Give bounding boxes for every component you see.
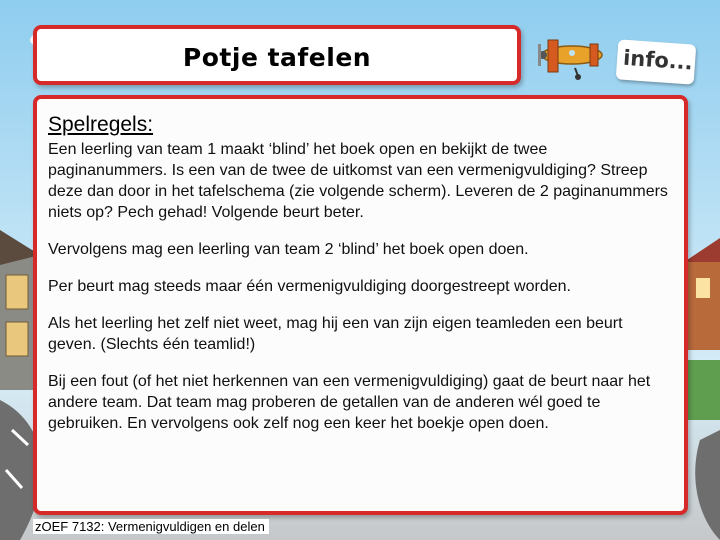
rule-paragraph: Bij een fout (of het niet herkennen van een vermenigvuldiging) gaat de beurt naar het andere team. Dat team mag proberen de getallen van de anderen wél goed te gebruiken. En vervolgens ook zelf nog een keer het boekje open doen.	[48, 373, 651, 432]
rule-paragraph: Per beurt mag steeds maar één vermenigvuldiging doorgestreept worden.	[48, 278, 571, 295]
rule-paragraph: Vervolgens mag een leerling van team 2 ‘blind’ het boek open doen.	[48, 241, 529, 258]
rules-heading: Spelregels:	[48, 113, 154, 136]
footer-caption: zOEF 7132: Vermenigvuldigen en delen	[33, 519, 269, 534]
title-panel	[33, 25, 521, 85]
airplane-illustration	[538, 40, 602, 80]
info-badge-label: info...	[622, 45, 694, 75]
page-title: Potje tafelen	[182, 43, 372, 72]
rules-content	[48, 113, 668, 434]
rule-paragraph: Een leerling van team 1 maakt ‘blind’ het boek open en bekijkt de twee paginanummers. Is een van de twee de uitkomst van een vermenigvuldiging? Streep deze dan door in het tafelschema (zie volgende scherm). Leveren de 2 paginanummers niets op? Pech gehad! Volgende beurt beter.	[48, 141, 668, 221]
rule-paragraph: Als het leerling het zelf niet weet, mag hij een van zijn eigen teamleden een beurt geven. (Slechts één teamlid!)	[48, 315, 623, 353]
info-badge[interactable]	[616, 39, 697, 84]
